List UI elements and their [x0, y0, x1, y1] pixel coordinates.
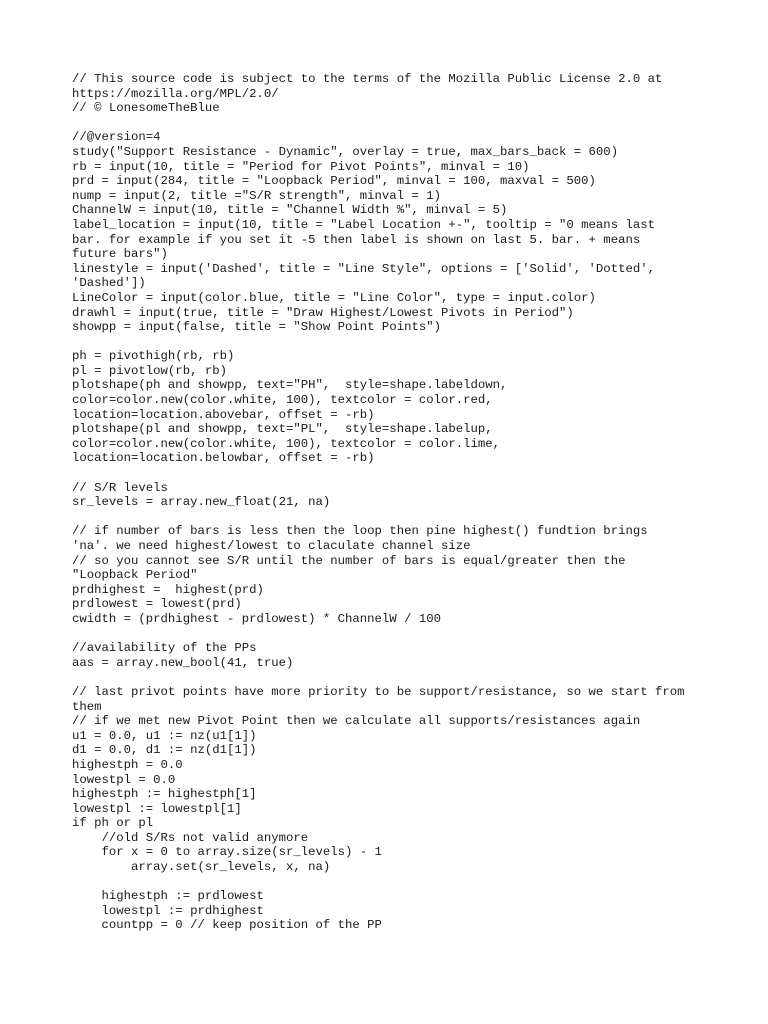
code-line: color=color.new(color.white, 100), textcolor = color.red,	[72, 393, 493, 408]
code-line: // This source code is subject to the terms of the Mozilla Public License 2.0 at	[72, 72, 663, 86]
code-line: prd = input(284, title = "Loopback Period", minval = 100, maxval = 500)	[72, 174, 596, 189]
code-line: //old S/Rs not valid anymore	[72, 830, 309, 845]
code-line: nump = input(2, title ="S/R strength", minval = 1)	[72, 188, 441, 203]
code-line: bar. for example if you set it -5 then label is shown on last 5. bar. + means	[72, 232, 641, 247]
code-line: for x = 0 to array.size(sr_levels) - 1	[72, 845, 382, 860]
code-line: highestph = 0.0	[72, 757, 183, 772]
code-line: highestph := prdlowest	[72, 889, 264, 904]
code-line: label_location = input(10, title = "Label Location +-", tooltip = "0 means last	[72, 217, 655, 232]
code-line	[72, 466, 712, 481]
code-line: plotshape(pl and showpp, text="PL", style=shape.labelup,	[72, 422, 493, 437]
code-line: "Loopback Period"	[72, 568, 198, 583]
code-line: cwidth = (prdhighest - prdlowest) * ChannelW / 100	[72, 611, 441, 626]
code-line: location=location.abovebar, offset = -rb)	[72, 407, 375, 422]
code-line: //@version=4	[72, 130, 161, 145]
code-line: ChannelW = input(10, title = "Channel Width %", minval = 5)	[72, 203, 508, 218]
code-line: prdhighest = highest(prd)	[72, 582, 264, 597]
code-line: rb = input(10, title = "Period for Pivot Points", minval = 10)	[72, 159, 530, 174]
code-line: // if number of bars is less then the loop then pine highest() fundtion brings	[72, 524, 648, 539]
code-line: //availability of the PPs	[72, 641, 257, 656]
code-line: // © LonesomeTheBlue	[72, 101, 220, 116]
code-line	[72, 627, 712, 642]
code-line: future bars")	[72, 247, 168, 262]
code-line	[72, 510, 712, 525]
code-line	[72, 116, 712, 131]
code-line: plotshape(ph and showpp, text="PH", style=shape.labeldown,	[72, 378, 508, 393]
code-line: lowestpl := prdhighest	[72, 903, 264, 918]
code-document	[72, 72, 712, 933]
code-line: sr_levels = array.new_float(21, na)	[72, 495, 331, 510]
code-line: showpp = input(false, title = "Show Point Points")	[72, 320, 441, 335]
code-line: ph = pivothigh(rb, rb)	[72, 349, 235, 364]
code-line: https://mozilla.org/MPL/2.0/	[72, 86, 279, 101]
code-line: lowestpl := lowestpl[1]	[72, 801, 242, 816]
code-line: lowestpl = 0.0	[72, 772, 176, 787]
code-line: drawhl = input(true, title = "Draw Highest/Lowest Pivots in Period")	[72, 305, 574, 320]
code-line: // if we met new Pivot Point then we calculate all supports/resistances again	[72, 714, 641, 729]
code-line: 'na'. we need highest/lowest to claculate channel size	[72, 539, 471, 553]
code-line	[72, 335, 712, 350]
code-line	[72, 875, 712, 890]
code-line: them	[72, 699, 102, 714]
code-line: study("Support Resistance - Dynamic", overlay = true, max_bars_back = 600)	[72, 144, 619, 159]
code-line: pl = pivotlow(rb, rb)	[72, 363, 227, 378]
code-line: prdlowest = lowest(prd)	[72, 597, 242, 612]
code-line: aas = array.new_bool(41, true)	[72, 655, 294, 670]
code-line: // last privot points have more priority to be support/resistance, so we start from	[72, 684, 685, 699]
code-line: d1 = 0.0, d1 := nz(d1[1])	[72, 743, 257, 758]
code-line: // so you cannot see S/R until the number of bars is equal/greater then the	[72, 553, 626, 568]
code-line: array.set(sr_levels, x, na)	[72, 860, 331, 875]
code-line	[72, 670, 712, 685]
code-line: location=location.belowbar, offset = -rb)	[72, 451, 375, 466]
code-line: // S/R levels	[72, 480, 168, 495]
code-line: color=color.new(color.white, 100), textcolor = color.lime,	[72, 436, 501, 451]
code-line: 'Dashed'])	[72, 276, 146, 291]
code-line: countpp = 0 // keep position of the PP	[72, 918, 382, 933]
code-line: highestph := highestph[1]	[72, 787, 257, 802]
code-line: linestyle = input('Dashed', title = "Line Style", options = ['Solid', 'Dotted',	[72, 261, 655, 276]
code-line: u1 = 0.0, u1 := nz(u1[1])	[72, 728, 257, 743]
code-line: if ph or pl	[72, 816, 154, 831]
code-line: LineColor = input(color.blue, title = "Line Color", type = input.color)	[72, 290, 596, 305]
